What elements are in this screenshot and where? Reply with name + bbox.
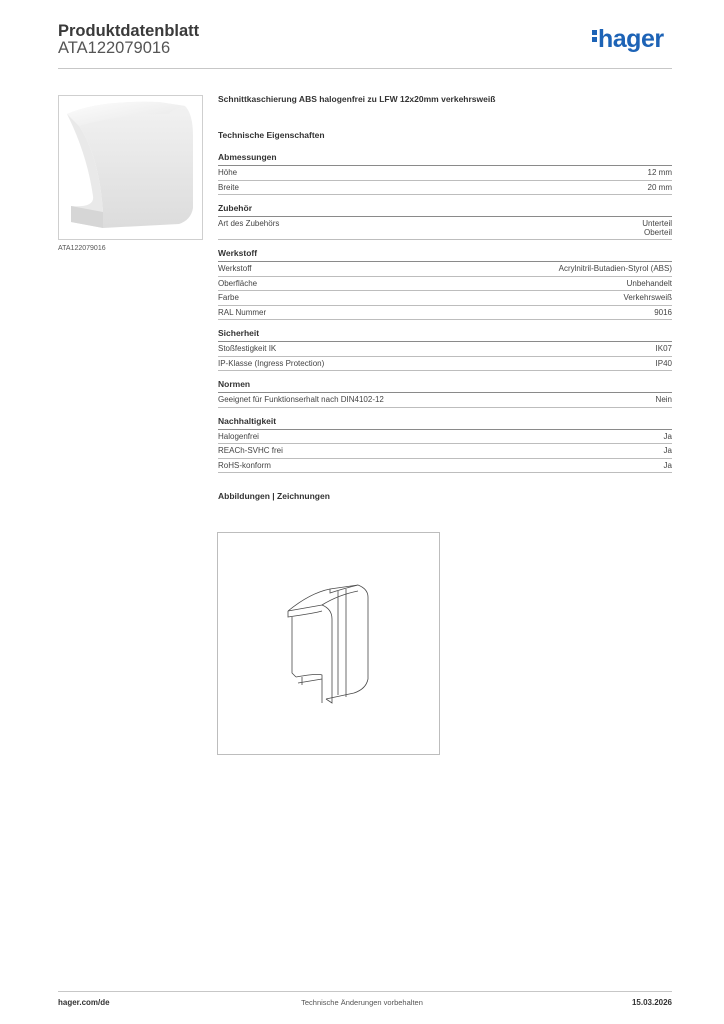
spec-label: RAL Nummer [218, 307, 267, 317]
spec-value-line: Ja [663, 446, 672, 455]
spec-row [218, 306, 672, 321]
spec-value-line: Verkehrsweiß [623, 293, 672, 302]
section-heading: Sicherheit [218, 328, 672, 342]
spec-value-line: IP40 [655, 358, 672, 368]
section-heading: Werkstoff [218, 248, 672, 262]
spec-label: Stoßfestigkeit IK [218, 344, 277, 353]
spec-section [218, 416, 672, 474]
product-title: Schnittkaschierung ABS halogenfrei zu LFW 12x20mm verkehrsweiß [218, 94, 496, 104]
spec-value [627, 279, 672, 289]
spec-label: Oberfläche [218, 278, 258, 288]
footer-disclaimer: Technische Änderungen vorbehalten [301, 998, 423, 1007]
spec-value-line: 20 mm [647, 182, 672, 192]
spec-row [218, 277, 672, 292]
spec-value-line: 12 mm [647, 168, 672, 177]
tech-properties-heading: Technische Eigenschaften [218, 130, 325, 140]
hager-logo [592, 27, 664, 52]
spec-value-line: Ja [663, 431, 672, 441]
spec-row [218, 393, 672, 408]
product-photo [58, 95, 203, 240]
spec-value [654, 308, 672, 318]
spec-value [656, 344, 672, 354]
spec-label: Art des Zubehörs [218, 219, 280, 228]
spec-value-line: Unbehandelt [626, 278, 672, 288]
spec-label: RoHS-konform [218, 460, 271, 470]
spec-value-line: 9016 [654, 307, 672, 317]
header-divider [58, 68, 672, 69]
spec-row [218, 181, 672, 196]
spec-section [218, 203, 672, 240]
spec-value-line: Unterteil [642, 219, 672, 228]
spec-value [648, 183, 672, 193]
section-heading: Nachhaltigkeit [218, 416, 672, 430]
spec-row [218, 342, 672, 357]
page-title: Produktdatenblatt [58, 22, 200, 40]
footer-website-link[interactable]: hager.com/de [58, 998, 110, 1007]
spec-row [218, 357, 672, 372]
spec-row [218, 166, 672, 181]
section-heading: Zubehör [218, 203, 672, 217]
spec-section [218, 328, 672, 371]
spec-value [656, 359, 672, 369]
spec-value [664, 461, 672, 471]
spec-value-line: Oberteil [643, 228, 672, 237]
spec-value-line: IK07 [655, 344, 672, 353]
spec-value [559, 264, 672, 274]
spec-value [664, 446, 672, 456]
section-heading: Abmessungen [218, 152, 672, 166]
spec-value-line: Ja [663, 460, 672, 470]
spec-label: Farbe [218, 293, 239, 302]
spec-sections [218, 152, 672, 473]
spec-label: Halogenfrei [218, 431, 259, 441]
line-drawing-icon [218, 533, 439, 754]
spec-label: Geeignet für Funktionserhalt nach DIN4102-12 [218, 395, 384, 404]
spec-label: Breite [218, 182, 239, 192]
spec-label: REACh-SVHC frei [218, 446, 283, 455]
logo-text: hager [598, 25, 664, 53]
footer-date: 15.03.2026 [631, 998, 672, 1007]
photo-caption: ATA122079016 [58, 245, 106, 252]
spec-row [218, 459, 672, 474]
spec-row [218, 291, 672, 306]
footer-divider [58, 991, 672, 992]
spec-row [218, 217, 672, 240]
spec-value [642, 219, 672, 237]
technical-drawing [217, 532, 440, 755]
drawings-heading: Abbildungen | Zeichnungen [218, 491, 330, 501]
logo-colon-mark [592, 28, 597, 44]
product-photo-icon [59, 96, 202, 239]
spec-value-line: Nein [655, 395, 672, 404]
spec-label: Werkstoff [218, 264, 252, 273]
spec-value-line: Acrylnitril-Butadien-Styrol (ABS) [558, 264, 672, 273]
product-code: ATA122079016 [58, 39, 171, 57]
spec-row [218, 262, 672, 277]
spec-label: Höhe [218, 168, 238, 177]
spec-value [648, 168, 672, 178]
spec-content [218, 94, 672, 501]
spec-section [218, 248, 672, 320]
spec-row [218, 430, 672, 445]
spec-section [218, 152, 672, 195]
spec-section [218, 379, 672, 408]
spec-value [656, 395, 672, 405]
section-heading: Normen [218, 379, 672, 393]
spec-value [624, 293, 672, 303]
spec-value [664, 432, 672, 442]
spec-label: IP-Klasse (Ingress Protection) [218, 358, 325, 368]
spec-row [218, 444, 672, 459]
